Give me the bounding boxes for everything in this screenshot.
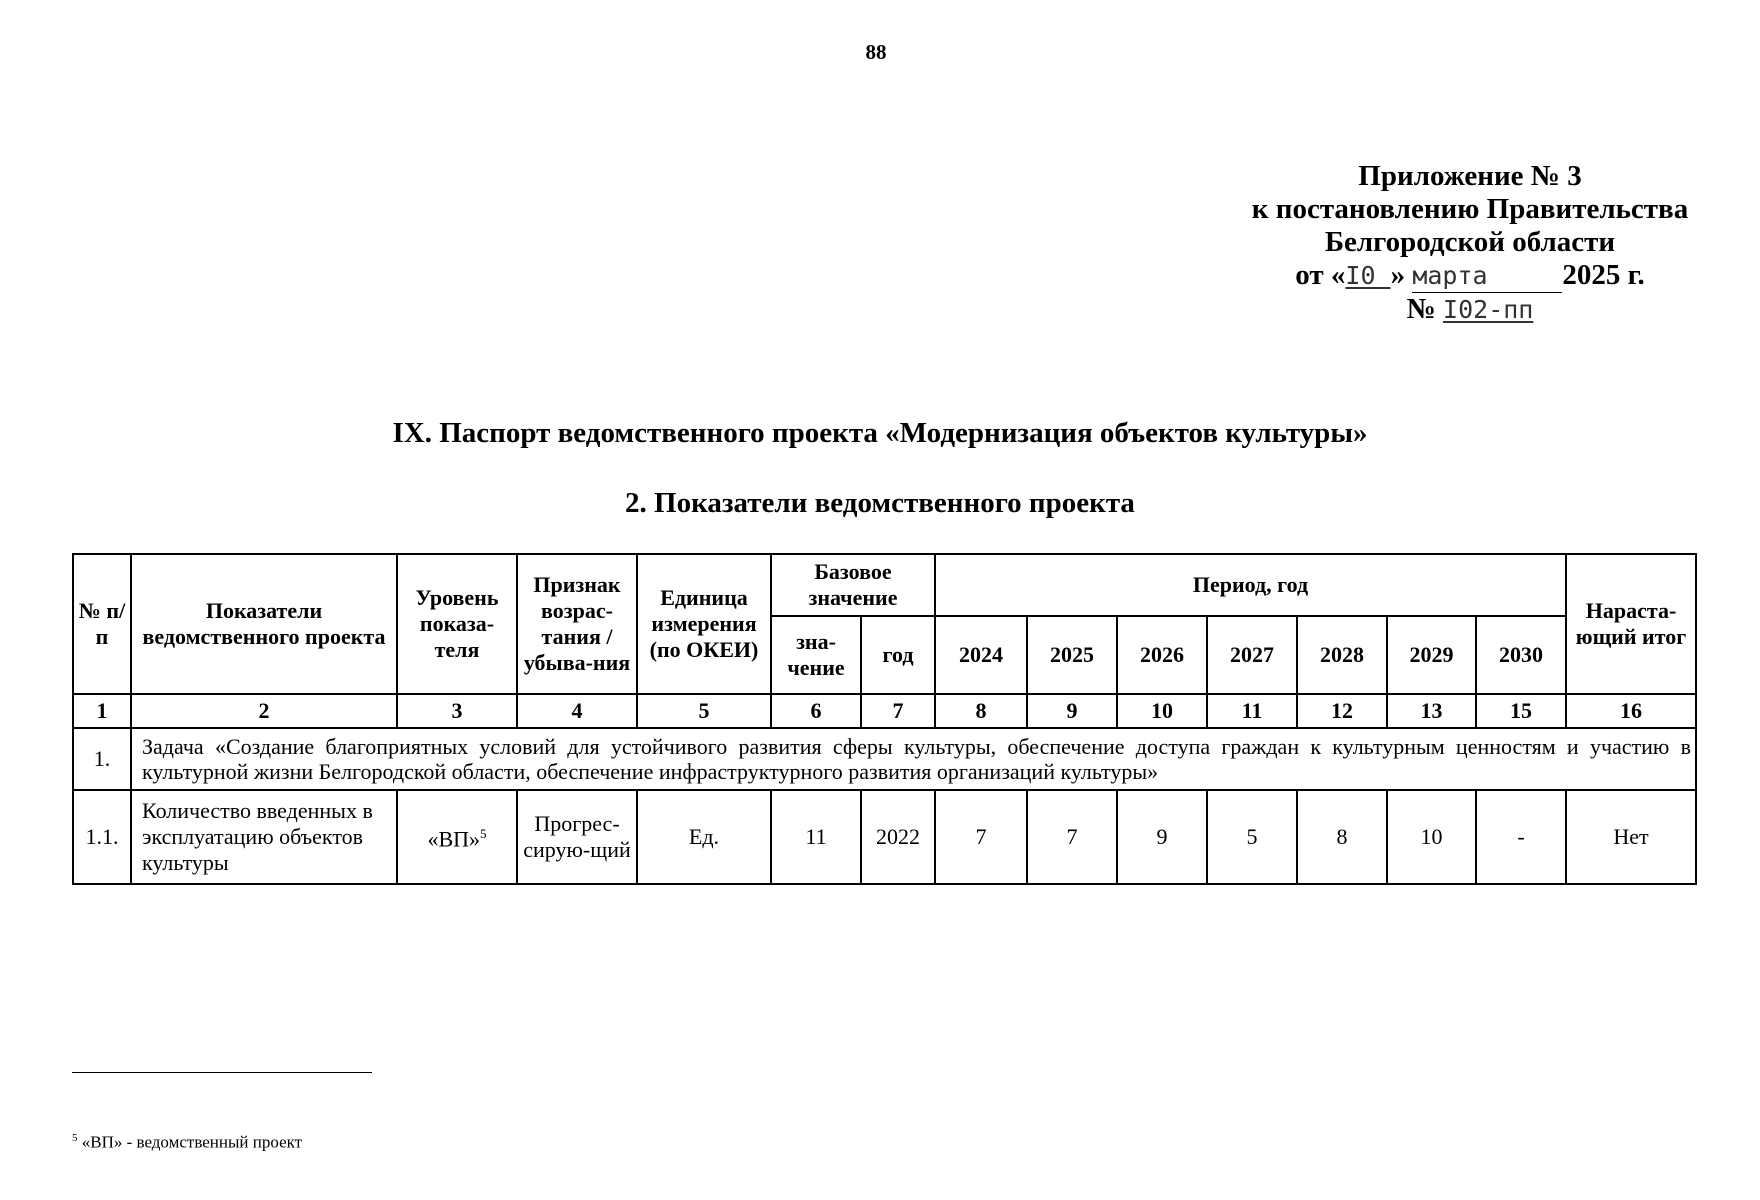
date-month: марта xyxy=(1412,261,1488,290)
header-year: 2024 xyxy=(935,616,1027,694)
indicators-table xyxy=(72,553,1697,885)
task-text: Задача «Создание благоприятных условий для устойчивого развития сферы культуры, обеспечение доступа граждан к культурным ценностям и участию в культурной жизни Белгородской области, обеспечение инфраструктурного развития организаций культуры» xyxy=(131,728,1696,790)
header-year: 2030 xyxy=(1476,616,1566,694)
column-number: 2 xyxy=(131,694,397,728)
row-unit: Ед. xyxy=(637,790,771,884)
date-day: I0 xyxy=(1345,261,1391,290)
appendix-date xyxy=(1230,259,1710,293)
column-number: 12 xyxy=(1297,694,1387,728)
header-year: 2025 xyxy=(1027,616,1117,694)
row-year-value: 8 xyxy=(1297,790,1387,884)
appendix-line-2: к постановлению Правительства xyxy=(1251,193,1689,225)
header-period: Период, год xyxy=(935,554,1566,616)
column-number: 15 xyxy=(1476,694,1566,728)
column-number: 16 xyxy=(1566,694,1696,728)
row-level-text: «ВП» xyxy=(427,826,481,852)
row-year-value: 10 xyxy=(1387,790,1476,884)
header-year: 2027 xyxy=(1207,616,1297,694)
section-title: IX. Паспорт ведомственного проекта «Модернизация объектов культуры» xyxy=(392,417,1368,449)
appendix-line-3: Белгородской области xyxy=(1324,226,1616,258)
row-base-value: 11 xyxy=(771,790,861,884)
header-year: 2028 xyxy=(1297,616,1387,694)
row-level xyxy=(397,790,517,884)
appendix-title: Приложение № 3 xyxy=(1358,160,1582,192)
footnote-text: «ВП» - ведомственный проект xyxy=(77,1132,303,1152)
row-year-value: - xyxy=(1476,790,1566,884)
column-number: 8 xyxy=(935,694,1027,728)
number-prefix: № xyxy=(1406,293,1444,325)
header-year: 2026 xyxy=(1117,616,1207,694)
column-number: 5 xyxy=(637,694,771,728)
header-cumulative: Нараста-ющий итог xyxy=(1566,554,1696,694)
header-base: Базовое значение xyxy=(771,554,935,616)
footnote-mark: 5 xyxy=(72,1132,78,1144)
column-number: 6 xyxy=(771,694,861,728)
header-unit: Единица измерения (по ОКЕИ) xyxy=(637,554,771,694)
header-base-value: зна-чение xyxy=(771,616,861,694)
footnote-divider xyxy=(72,1072,372,1073)
appendix-number xyxy=(1230,293,1710,326)
column-number: 4 xyxy=(517,694,637,728)
column-number: 13 xyxy=(1387,694,1476,728)
appendix-header xyxy=(1230,160,1710,326)
date-prefix: от « xyxy=(1295,259,1346,291)
row-trend: Прогрес-сирую-щий xyxy=(517,790,637,884)
row-year-value: 7 xyxy=(1027,790,1117,884)
page-number: 88 xyxy=(865,40,887,64)
footnote-ref: 5 xyxy=(480,826,487,842)
task-num: 1. xyxy=(73,728,131,790)
header-num: № п/п xyxy=(73,554,131,694)
date-month-line xyxy=(1412,259,1562,293)
header-trend: Признак возрас-тания / убыва-ния xyxy=(517,554,637,694)
header-level: Уровень показа-теля xyxy=(397,554,517,694)
row-year-value: 9 xyxy=(1117,790,1207,884)
column-number-row xyxy=(73,694,1696,728)
table-row xyxy=(73,790,1696,884)
row-year-value: 5 xyxy=(1207,790,1297,884)
column-number: 10 xyxy=(1117,694,1207,728)
row-cumulative: Нет xyxy=(1566,790,1696,884)
header-row xyxy=(73,554,1696,616)
header-base-year: год xyxy=(861,616,935,694)
row-year-value: 7 xyxy=(935,790,1027,884)
row-indicator: Количество введенных в эксплуатацию объектов культуры xyxy=(131,790,397,884)
header-indicator: Показатели ведомственного проекта xyxy=(131,554,397,694)
sub-title: 2. Показатели ведомственного проекта xyxy=(625,487,1135,519)
date-year: 2025 г. xyxy=(1562,259,1645,291)
column-number: 7 xyxy=(861,694,935,728)
header-year: 2029 xyxy=(1387,616,1476,694)
column-number: 3 xyxy=(397,694,517,728)
row-base-year: 2022 xyxy=(861,790,935,884)
date-mid: » xyxy=(1390,259,1413,291)
column-number: 9 xyxy=(1027,694,1117,728)
footnote xyxy=(72,1132,302,1153)
column-number: 1 xyxy=(73,694,131,728)
row-num: 1.1. xyxy=(73,790,131,884)
task-row xyxy=(73,728,1696,790)
number-value: I02-пп xyxy=(1443,295,1534,324)
column-number: 11 xyxy=(1207,694,1297,728)
